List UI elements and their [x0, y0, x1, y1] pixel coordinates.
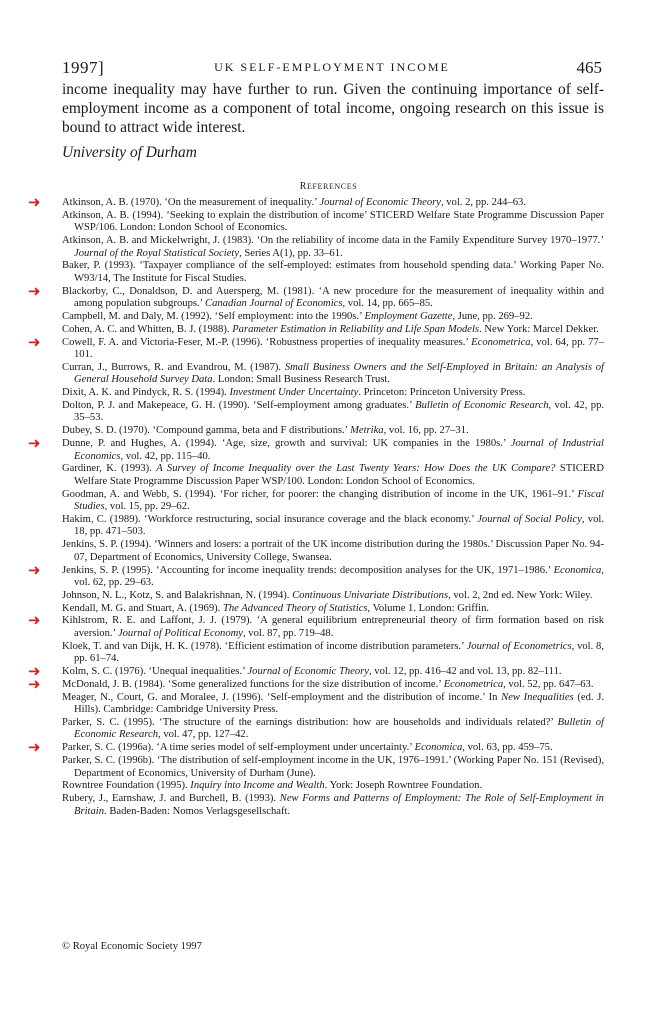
red-arrow-icon: ➜ [28, 662, 41, 681]
reference-entry [28, 611, 604, 640]
references-heading [0, 181, 657, 192]
reference-details: . Princeton: Princeton University Press. [358, 387, 526, 399]
reference-entry [62, 387, 604, 400]
reference-source-title: Journal of the Royal Statistical Society [74, 247, 240, 259]
reference-details: , June, pp. 269–92. [452, 310, 533, 322]
reference-entry [28, 332, 604, 362]
reference-details: , vol. 42, pp. 35–53. [74, 399, 605, 424]
reference-text: Jenkins, S. P. (1995). ‘Accounting for income inequality trends: decomposition analyses for the UK, 1971–1986.’ [62, 564, 554, 576]
reference-text: Atkinson, A. B. (1994). ‘Seeking to explain the distribution of income’ STICERD Welfare State Programme Discussion Paper WSP/106. London: London School of Economics. [62, 209, 604, 234]
reference-source-title: Econometrica [471, 336, 531, 348]
reference-source-title: Journal of Economic Theory [247, 666, 369, 678]
reference-text: Rowntree Foundation (1995). [62, 780, 191, 792]
reference-text: Parker, S. C. (1996a). ‘A time series model of self-employment under uncertainty.’ [62, 742, 415, 754]
reference-text: Atkinson, A. B. and Mickelwright, J. (1983). ‘On the reliability of income data in the Family Expenditure Survey 1970–1977.’ [62, 235, 604, 247]
reference-details: , vol. 14, pp. 665–85. [342, 298, 433, 310]
reference-entry [62, 539, 604, 564]
reference-entry [62, 489, 604, 514]
reference-details: , vol. 64, pp. 77–101. [74, 336, 604, 361]
reference-source-title: Fiscal Studies [74, 488, 604, 513]
reference-source-title: Econometrica [443, 678, 504, 690]
reference-source-title: Economica [414, 742, 463, 754]
reference-text: Curran, J., Burrows, R. and Evandrou, M. (1987). [62, 361, 285, 373]
reference-text: Kolm, S. C. (1976). ‘Unequal inequalities.’ [62, 666, 248, 678]
red-arrow-icon: ➜ [28, 560, 41, 579]
reference-source-title: Journal of Econometrics [466, 640, 572, 652]
reference-text: Jenkins, S. P. (1994). ‘Winners and losers: a portrait of the UK income distribution during the 1980s.’ Discussion Paper No. 94-07, Department of Economics, University College, Swansea. [62, 539, 604, 563]
reference-source-title: Continuous Univariate Distributions [292, 589, 449, 601]
reference-source-title: A Survey of Income Inequality over the Last Twenty Years: How Does the UK Compare? [156, 463, 556, 475]
reference-source-title: New Inequalities [501, 691, 574, 703]
reference-list [28, 193, 605, 818]
reference-details: , Series A(1), pp. 33–61. [239, 247, 343, 259]
reference-source-title: Investment Under Uncertainty [229, 387, 359, 399]
red-arrow-icon: ➜ [28, 434, 41, 453]
reference-text: Blackorby, C., Donaldson, D. and Auersperg, M. (1981). ‘A new procedure for the measurement of inequality within and among population subgroups.’ [62, 285, 604, 310]
reference-details: , Volume 1. London: Griffin. [367, 602, 490, 614]
references-heading-rest: EFERENCES [306, 182, 358, 191]
reference-text: Atkinson, A. B. (1970). ‘On the measurement of inequality.’ [62, 197, 320, 208]
copyright-footer: © Royal Economic Society 1997 [62, 941, 202, 952]
reference-source-title: The Advanced Theory of Statistics [222, 602, 368, 614]
reference-source-title: Metrika [350, 425, 384, 437]
reference-text: McDonald, J. B. (1984). ‘Some generalized functions for the size distribution of income.’ [62, 678, 444, 690]
reference-entry [62, 463, 604, 488]
references-heading-initial: R [299, 181, 307, 192]
reference-entry [28, 281, 604, 311]
reference-source-title: Journal of Industrial Economics [74, 438, 604, 462]
reference-text: Gardiner, K. (1993). [62, 463, 157, 475]
reference-details: . London: Small Business Research Trust. [212, 374, 391, 386]
reference-details: . York: Joseph Rowntree Foundation. [324, 780, 483, 792]
reference-text: Parker, S. C. (1996b). ‘The distribution of self-employment income in the UK, 1976–1991.’ (Working Paper No. 151 (Revised), Department of Economics, University of Durham (June). [62, 755, 604, 779]
reference-entry [62, 793, 604, 818]
reference-text: Parker, S. C. (1995). ‘The structure of the earnings distribution: how are households and individuals related?’ [62, 716, 558, 728]
reference-details: , vol. 47, pp. 127–42. [158, 729, 249, 741]
reference-source-title: Journal of Economic Theory [319, 197, 441, 208]
reference-entry [62, 780, 604, 793]
reference-entry [62, 210, 604, 235]
reference-text: Johnson, N. L., Kotz, S. and Balakrishnan, N. (1994). [62, 589, 293, 601]
reference-entry [28, 434, 604, 463]
reference-text: Goodman, A. and Webb, S. (1994). ‘For richer, for poorer: the changing distribution of income in the UK, 1961–91.’ [62, 488, 578, 500]
running-header [62, 58, 602, 80]
reference-entry [62, 362, 604, 387]
reference-details: , vol. 2, pp. 244–63. [440, 197, 526, 208]
reference-text: Campbell, M. and Daly, M. (1992). ‘Self employment: into the 1990s.’ [62, 310, 365, 322]
reference-details: , vol. 42, pp. 115–40. [120, 450, 211, 462]
reference-entry [62, 311, 604, 324]
red-arrow-icon: ➜ [28, 738, 41, 757]
reference-details: , vol. 87, pp. 719–48. [242, 627, 334, 639]
reference-source-title: Bulletin of Economic Research [415, 399, 549, 411]
reference-entry [62, 755, 604, 780]
red-arrow-icon: ➜ [28, 332, 41, 351]
header-year: 1997] [62, 58, 105, 77]
reference-text: Meager, N., Court, G. and Moralee, J. (1996). ‘Self-employment and the distribution of income.’ In [62, 691, 502, 703]
reference-text: Kendall, M. G. and Stuart, A. (1969). [62, 602, 223, 614]
reference-text: Dolton, P. J. and Makepeace, G. H. (1990). ‘Self-employment among graduates.’ [62, 399, 416, 411]
reference-details: STICERD Welfare State Programme Discussion Paper WSP/100. London: London School of Economics. [74, 463, 604, 487]
reference-entry [62, 641, 604, 666]
red-arrow-icon: ➜ [28, 281, 41, 300]
reference-text: Cowell, F. A. and Victoria-Feser, M.-P. (1996). ‘Robustness properties of inequality measures.’ [62, 336, 472, 348]
reference-details: (ed. J. Hills). Cambridge: Cambridge University Press. [74, 691, 605, 716]
reference-entry [62, 590, 604, 603]
reference-entry [28, 560, 604, 590]
body-paragraph: income inequality may have further to run. Given the continuing importance of self-employment income as a component of total income, ongoing research on this issue is bound to attract wide interest. [62, 81, 604, 136]
reference-source-title: New Forms and Patterns of Employment: The Role of Self-Employment in Britain [74, 793, 604, 817]
red-arrow-icon: ➜ [28, 611, 41, 630]
reference-details: , vol. 62, pp. 29–63. [74, 564, 604, 589]
red-arrow-icon: ➜ [28, 193, 41, 211]
reference-entry [28, 193, 604, 211]
reference-details: , vol. 15, pp. 29–62. [104, 501, 190, 513]
reference-text: Cohen, A. C. and Whitten, B. J. (1988). [62, 323, 233, 335]
reference-text: Dixit, A. K. and Pindyck, R. S. (1994). [62, 387, 230, 399]
reference-entry [62, 603, 604, 616]
reference-entry [28, 738, 604, 757]
reference-source-title: Small Business Owners and the Self-Employed in Britain: an Analysis of General Household Survey Data [74, 361, 604, 386]
reference-details: . New York: Marcel Dekker. [479, 323, 599, 335]
reference-entry [28, 662, 604, 681]
reference-entry [62, 400, 604, 425]
reference-text: Kihlstrom, R. E. and Laffont, J. J. (1979). ‘A general equilibrium entrepreneurial theory of firm formation based on risk aversion.’ [62, 615, 604, 639]
reference-entry [62, 235, 604, 260]
reference-text: Baker, P. (1993). ‘Taxpayer compliance of the self-employed: estimates from household spending data.’ Working Paper No. W93/14, The Institute for Fiscal Studies. [62, 260, 604, 284]
header-page-number: 465 [576, 58, 602, 77]
header-running-title: UK SELF-EMPLOYMENT INCOME [214, 60, 450, 74]
red-arrow-icon: ➜ [28, 674, 41, 693]
reference-entry [62, 717, 604, 742]
reference-details: , vol. 63, pp. 459–75. [462, 742, 553, 754]
reference-text: Dunne, P. and Hughes, A. (1994). ‘Age, size, growth and survival: UK companies in the 1980s.’ [62, 438, 511, 450]
reference-source-title: Inquiry into Income and Wealth [190, 780, 325, 792]
reference-entry [62, 260, 604, 285]
reference-text: Kloek, T. and van Dijk, H. K. (1978). ‘Efficient estimation of income distribution parameters.’ [62, 640, 467, 652]
reference-source-title: Canadian Journal of Economics [205, 298, 343, 310]
reference-entry [62, 692, 604, 717]
reference-text: Rubery, J., Earnshaw, J. and Burchell, B. (1993). [62, 793, 280, 805]
reference-text: Dubey, S. D. (1970). ‘Compound gamma, beta and F distributions.’ [62, 425, 351, 437]
reference-source-title: Employment Gazette [364, 310, 453, 322]
reference-source-title: Economica [553, 564, 602, 576]
reference-text: Hakim, C. (1989). ‘Workforce restructuring, social insurance coverage and the black economy.’ [62, 513, 478, 525]
reference-source-title: Journal of Social Policy [477, 513, 582, 525]
reference-details: , vol. 18, pp. 471–503. [74, 513, 604, 538]
reference-entry [62, 324, 604, 337]
reference-details: . Baden-Baden: Nomos Verlagsgesellschaft. [104, 805, 291, 817]
reference-source-title: Journal of Political Economy [117, 627, 243, 639]
reference-details: , vol. 2, 2nd ed. New York: Wiley. [448, 589, 593, 601]
reference-entry [62, 514, 604, 539]
reference-details: , vol. 52, pp. 647–63. [503, 678, 594, 690]
author-affiliation: University of Durham [62, 144, 197, 161]
reference-details: , vol. 8, pp. 61–74. [74, 640, 605, 665]
reference-source-title: Bulletin of Economic Research [74, 716, 604, 741]
reference-entry [62, 425, 604, 438]
reference-source-title: Parameter Estimation in Reliability and Life Span Models [232, 323, 480, 335]
reference-details: , vol. 16, pp. 27–31. [383, 425, 469, 437]
reference-entry [28, 674, 604, 693]
reference-details: , vol. 12, pp. 416–42 and vol. 13, pp. 82–111. [368, 666, 562, 678]
